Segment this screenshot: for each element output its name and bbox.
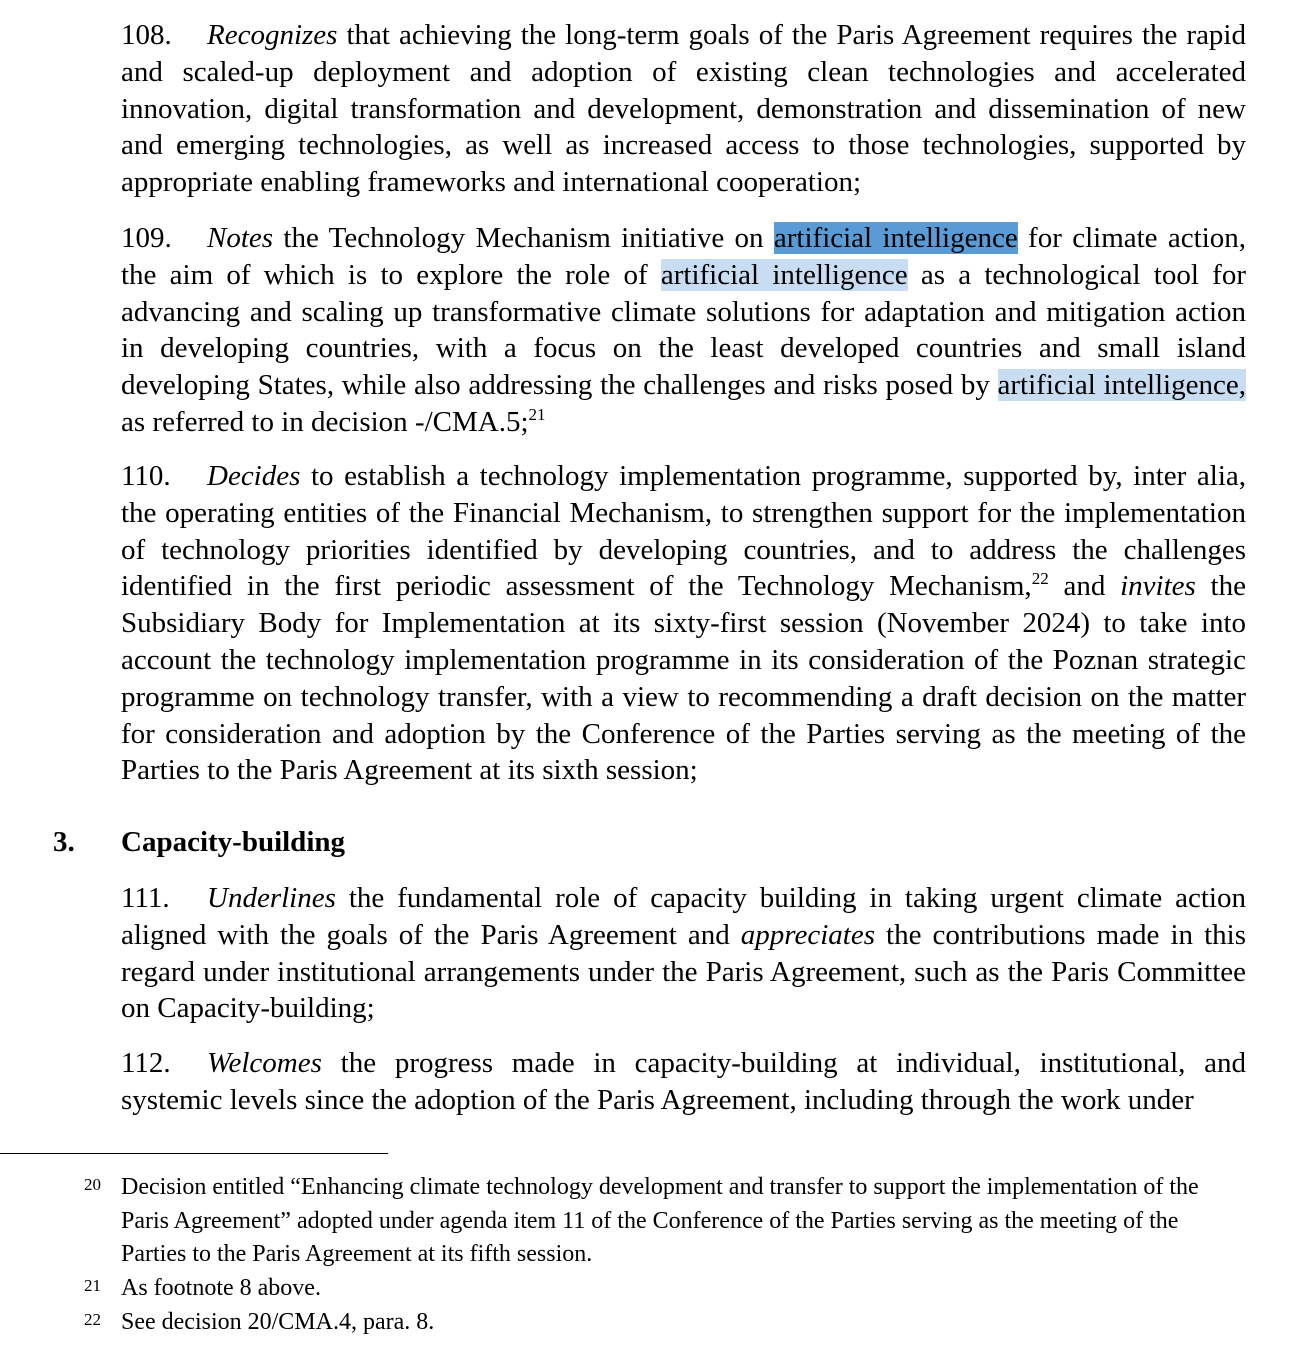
footnote-ref[interactable]: 21 — [528, 404, 546, 424]
footnote-separator — [0, 1153, 388, 1154]
operative-verb: Underlines — [207, 882, 336, 914]
paragraph-110 — [121, 458, 1246, 789]
footnote-text: See decision 20/CMA.4, para. 8. — [121, 1309, 435, 1335]
operative-verb: Welcomes — [207, 1047, 322, 1079]
paragraph-number: 109. — [121, 222, 172, 254]
operative-verb: Decides — [207, 460, 301, 492]
paragraph-text: the progress made in capacity-building at individual, institutional, and systemic levels since the adoption of the Paris Agreement, including through the work under — [121, 1047, 1246, 1116]
paragraph-number: 111. — [121, 882, 170, 914]
paragraph-text: for climate action, the aim of which is to explore the role of — [121, 222, 1247, 291]
operative-verb: Notes — [207, 222, 274, 254]
footnote-number: 22 — [84, 1310, 101, 1329]
section-heading: Capacity-building — [121, 826, 345, 858]
paragraph-text: to establish a technology implementation programme, supported by, inter alia, the operating entities of the Financial Mechanism, to strengthen support for the implementation of technology priorities identified by developing countries, and to address the challenges identified in the first periodic assessment of the Technology Mechanism, — [121, 460, 1246, 603]
paragraph-text: as a technological tool for advancing and scaling up transformative climate solutions for adaptation and mitigation action in developing countries, with a focus on the least developed countries and small island developing States, while also addressing the challenges and risks posed by — [121, 258, 1246, 402]
paragraph-text: the fundamental role of capacity building in taking urgent climate action aligned with the goals of the Paris Agreement and — [121, 882, 1246, 951]
footnote-number: 20 — [84, 1175, 101, 1194]
footnote-text: As footnote 8 above. — [121, 1275, 321, 1301]
footnote-number: 21 — [84, 1276, 101, 1295]
paragraph-text: the contributions made in this regard under institutional arrangements under the Paris Agreement, such as the Paris Committee on Capacity-building; — [121, 918, 1246, 1025]
paragraph-108 — [121, 17, 1246, 201]
section-number: 3. — [53, 826, 75, 858]
paragraph-111 — [121, 880, 1246, 1027]
search-highlight-match[interactable]: artificial intelligence — [660, 258, 908, 291]
paragraph-text: the Technology Mechanism initiative on — [273, 222, 774, 254]
paragraph-112 — [121, 1045, 1246, 1119]
operative-verb: invites — [1120, 570, 1196, 603]
search-highlight-current[interactable]: artificial intelligence — [773, 222, 1018, 254]
paragraph-109 — [121, 220, 1246, 441]
paragraph-text: that achieving the long-term goals of the Paris Agreement requires the rapid and scaled-up deployment and adoption of existing clean technologies and accelerated innovation, digital transformation and development, demonstration and dissemination of new and emerging technologies, as well as increased access to those technologies, supported by appropriate enabling frameworks and international cooperation; — [121, 19, 1246, 199]
operative-verb: appreciates — [740, 918, 875, 951]
paragraph-number: 108. — [121, 19, 172, 51]
footnote-text: Decision entitled “Enhancing climate technology development and transfer to support the implementation of the Paris Agreement” adopted under agenda item 11 of the Conference of the Parties serving as the meeting of the Parties to the Paris Agreement at its fifth session. — [121, 1174, 1199, 1267]
paragraph-text: and — [1048, 570, 1121, 603]
paragraph-text: as referred to in decision -/CMA.5; — [121, 405, 529, 438]
footnote-ref[interactable]: 22 — [1031, 569, 1049, 589]
paragraph-text: the Subsidiary Body for Implementation at its sixty-first session (November 2024) to take into account the technology implementation programme in its consideration of the Poznan strategic programme on technology transfer, with a view to recommending a draft decision on the matter for consideration and adoption by the Conference of the Parties serving as the meeting of the Parties to the Paris Agreement at its sixth session; — [121, 570, 1246, 787]
search-highlight-match[interactable]: artificial intelligence, — [997, 369, 1246, 402]
paragraph-number: 112. — [121, 1047, 171, 1079]
operative-verb: Recognizes — [207, 19, 338, 51]
paragraph-number: 110. — [121, 460, 171, 492]
